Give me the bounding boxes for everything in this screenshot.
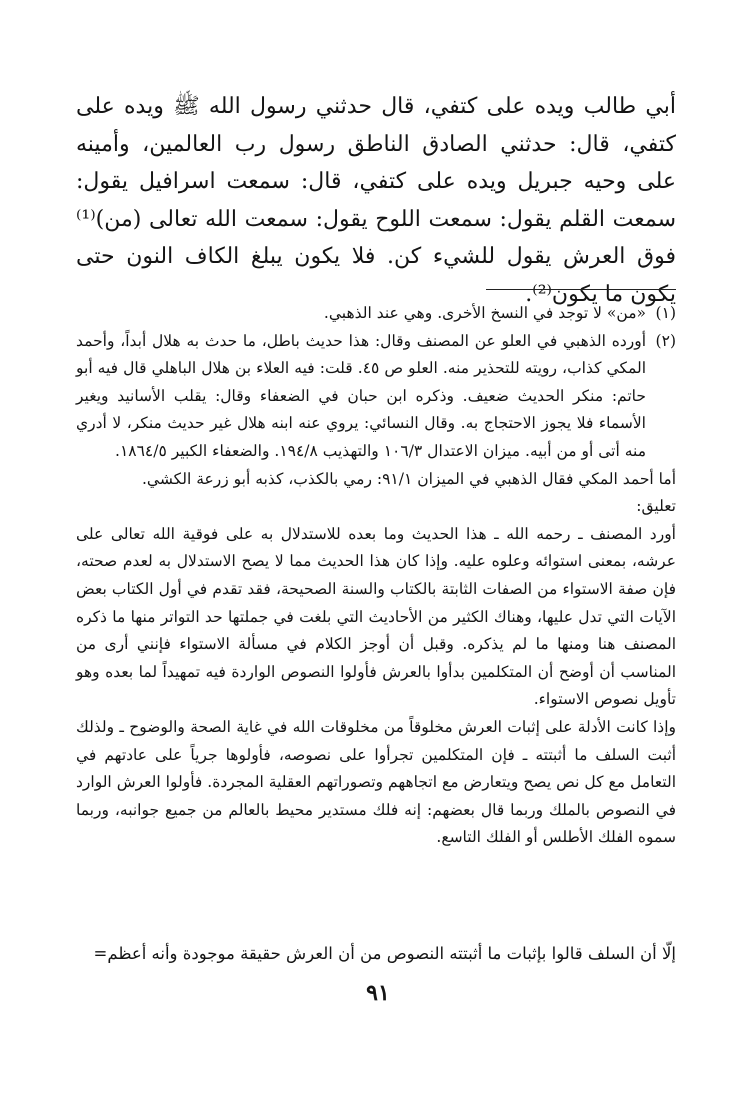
footnote-number: (١) bbox=[655, 304, 676, 322]
main-text: أبي طالب ويده على كتفي، قال حدثني رسول الله ﷺ ويده على كتفي، قال: حدثني الصادق الناطق رسول رب العالمين، وأمينه على وحيه جبريل ويده على كتفي، قال: سمعت اسرافيل يقول: سمعت القلم يقول: سمعت اللوح يقول: سمعت الله تعالى (من)⁽¹⁾ فوق العرش يقول للشيء كن. فلا يكون يبلغ الكاف النون حتى يكون ما يكون⁽²⁾. bbox=[76, 94, 677, 307]
footnote-divider bbox=[486, 289, 676, 290]
footnote-2 bbox=[76, 328, 676, 466]
note-ahmad-al-makki: أما أحمد المكي فقال الذهبي في الميزان ٩١/١: رمي بالكذب، كذبه أبو زرعة الكشي. bbox=[142, 469, 676, 488]
page-number: ٩١ bbox=[366, 980, 390, 1006]
footnote-number: (٢) bbox=[655, 331, 676, 350]
comment-paragraph: وإذا كانت الأدلة على إثبات العرش مخلوقاً من مخلوقات الله في غاية الصحة والوضوح ـ ولذلك أثبت السلف ما أثبتته ـ فإن المتكلمين تجرأوا على نصوصه، فأولوها جرياً على عادتهم في التعامل مع كل نص يصح ويتعارض مع اتجاههم وتصوراتهم العقلية المجردة. فأولوا العرش الوارد في النصوص بالملك وربما قال بعضهم: إنه فلك مستدير محيط بالعالم من جميع جوانبه، وربما سموه الفلك الأطلس أو الفلك التاسع. bbox=[76, 717, 676, 847]
footnote-text: «من» لا توجد في النسخ الأخرى. وهي عند الذهبي. bbox=[323, 304, 646, 322]
commentary bbox=[76, 493, 676, 852]
footnote-text: أورده الذهبي في العلو عن المصنف وقال: هذا حديث باطل، ما حدث به هلال أبداً، وأحمد المكي كذاب، رويته للتحذير منه. العلو ص ٤٥. قلت: فيه العلاء بن هلال الباهلي قال فيه أبو حاتم: منكر الحديث ضعيف. وذكره ابن حبان في الضعفاء وقال: يقلب الأسانيد ويغير الأسماء فلا يجوز الاحتجاج به. وقال النسائي: يروي عنه ابنه هلال غير حديث منكر، لا أدري منه أتى أو من أبيه. ميزان الاعتدال ١٠٦/٣ والتهذيب ١٩٤/٨. والضعفاء الكبير ١٨٦٤/٥. bbox=[76, 331, 646, 460]
comment-heading: تعليق: bbox=[636, 497, 676, 516]
footnote-1 bbox=[76, 300, 676, 328]
continued-line: إلّا أن السلف قالوا بإثبات ما أثبتته النصوص من أن العرش حقيقة موجودة وأنه أعظم= bbox=[93, 944, 676, 963]
comment-paragraph: أورد المصنف ـ رحمه الله ـ هذا الحديث وما بعده للاستدلال به على فوقية الله تعالى على عرشه، بمعنى استوائه وعلوه عليه. وإذا كان هذا الحديث مما لا يصح الاستدلال به لعدم صحته، فإن صفة الاستواء من الصفات الثابتة بالكتاب والسنة الصحيحة، فقد تقدم في أول الكتاب بعض الآيات التي تدل عليها، وهناك الكثير من الأحاديث التي بلغت في جملتها حد التواتر منها ما ذكره المصنف هنا ومنها ما لم يذكره. وقبل أن أوجز الكلام في مسألة الاستواء فإنني أرى من المناسب أن أوضح أن المتكلمين بدأوا بالعرش فأولوا النصوص الواردة فيه تمهيداً لما بعده وهو تأويل نصوص الاستواء. bbox=[76, 524, 676, 709]
footnotes-section bbox=[76, 300, 676, 852]
